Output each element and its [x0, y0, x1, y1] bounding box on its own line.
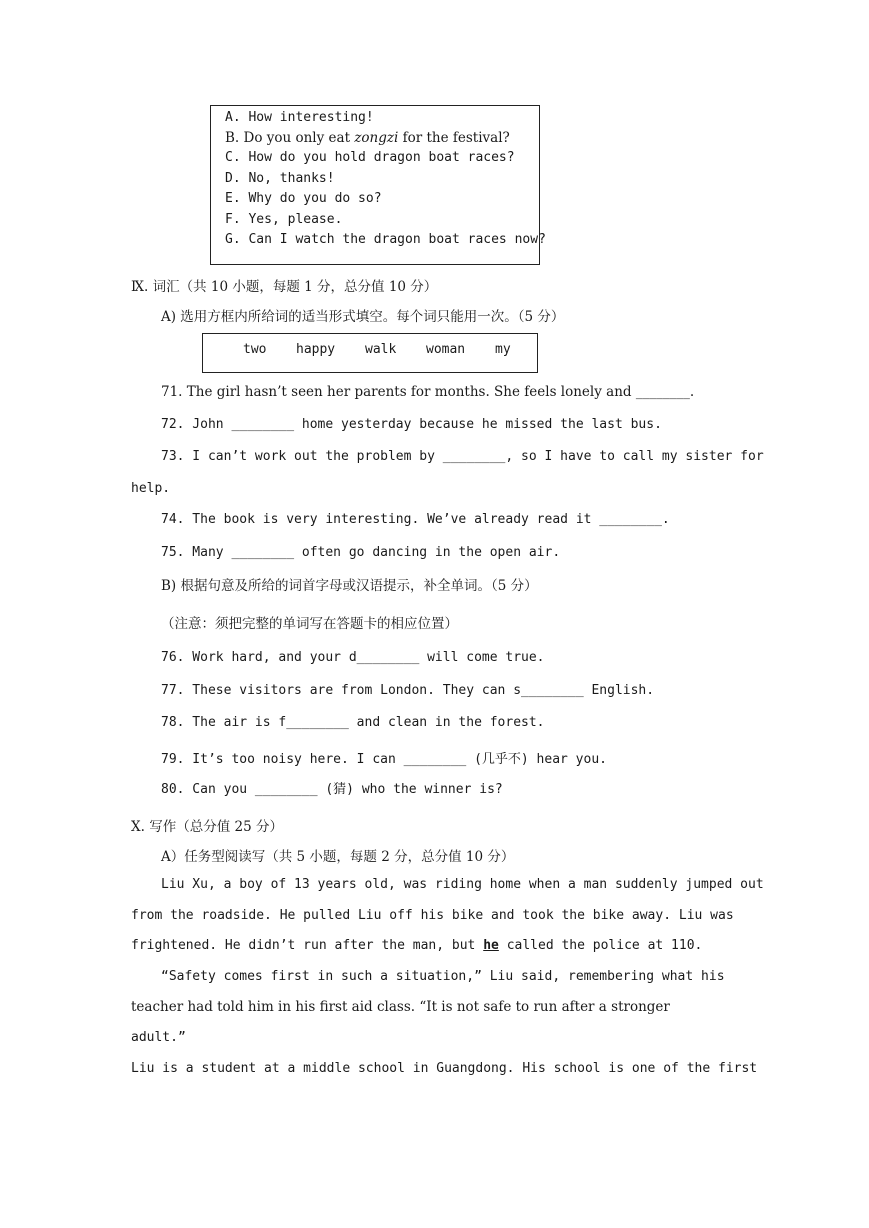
- word-3: walk: [365, 342, 397, 357]
- passage-line-3-text-2: called the police at 110.: [506, 938, 703, 953]
- option-b: [225, 130, 510, 146]
- word-1: two: [243, 342, 267, 357]
- question-74: 74. The book is very interesting. We’ve already read it ________.: [161, 512, 670, 527]
- option-c: C. How do you hold dragon boat races?: [225, 150, 515, 165]
- section-9-part-b: B) 根据句意及所给的词首字母或汉语提示，补全单词。（5 分）: [161, 578, 538, 594]
- option-b-text-2: for the festival?: [402, 130, 510, 146]
- question-79: 79. It’s too noisy here. I can ________ (几乎不) hear you.: [161, 752, 607, 767]
- word-4: woman: [426, 342, 466, 357]
- passage-line-6: adult.”: [131, 1030, 186, 1045]
- question-71: 71. The girl hasn’t seen her parents for months. She feels lonely and ________.: [161, 384, 695, 400]
- passage-line-7: Liu is a student at a middle school in Guangdong. His school is one of the first: [131, 1061, 758, 1076]
- question-72: 72. John ________ home yesterday because he missed the last bus.: [161, 417, 662, 432]
- section-10-heading: Ⅹ. 写作（总分值 25 分）: [131, 819, 283, 835]
- options-box: [210, 105, 546, 265]
- option-e: E. Why do you do so?: [225, 191, 382, 206]
- passage-line-4: “Safety comes first in such a situation,” Liu said, remembering what his: [161, 969, 725, 984]
- question-78: 78. The air is f________ and clean in the forest.: [161, 715, 545, 730]
- section-9-heading: Ⅸ. 词汇（共 10 小题，每题 1 分，总分值 10 分）: [131, 279, 438, 295]
- word-bank: [202, 333, 538, 373]
- passage-line-3-text-1: frightened. He didn’t run after the man, but: [131, 938, 476, 953]
- word-5: my: [495, 342, 511, 357]
- passage-line-2: from the roadside. He pulled Liu off his bike and took the bike away. Liu was: [131, 908, 734, 923]
- question-76: 76. Work hard, and your d________ will come true.: [161, 650, 545, 665]
- underlined-word: he: [483, 938, 499, 953]
- section-9-part-a: A) 选用方框内所给词的适当形式填空。每个词只能用一次。（5 分）: [161, 309, 565, 325]
- question-80: 80. Can you ________ (猜) who the winner is?: [161, 782, 503, 797]
- question-73: 73. I can’t work out the problem by ________, so I have to call my sister for: [161, 449, 764, 464]
- question-77: 77. These visitors are from London. They can s________ English.: [161, 683, 655, 698]
- passage-line-5: teacher had told him in his first aid class. “It is not safe to run after a stronger: [131, 999, 670, 1015]
- passage-line-3: [131, 938, 702, 953]
- option-g: G. Can I watch the dragon boat races now?: [225, 232, 546, 247]
- question-75: 75. Many ________ often go dancing in the open air.: [161, 545, 561, 560]
- question-73-cont: help.: [131, 481, 171, 496]
- word-2: happy: [296, 342, 336, 357]
- option-b-italic: zongzi: [354, 130, 399, 146]
- passage-line-1: Liu Xu, a boy of 13 years old, was riding home when a man suddenly jumped out: [161, 877, 764, 892]
- option-b-text-1: B. Do you only eat: [225, 130, 351, 146]
- part-b-note: （注意：须把完整的单词写在答题卡的相应位置）: [161, 616, 458, 632]
- option-f: F. Yes, please.: [225, 212, 343, 227]
- option-a: A. How interesting!: [225, 110, 374, 125]
- option-d: D. No, thanks!: [225, 171, 335, 186]
- section-10-part-a: A）任务型阅读写（共 5 小题，每题 2 分，总分值 10 分）: [161, 849, 515, 865]
